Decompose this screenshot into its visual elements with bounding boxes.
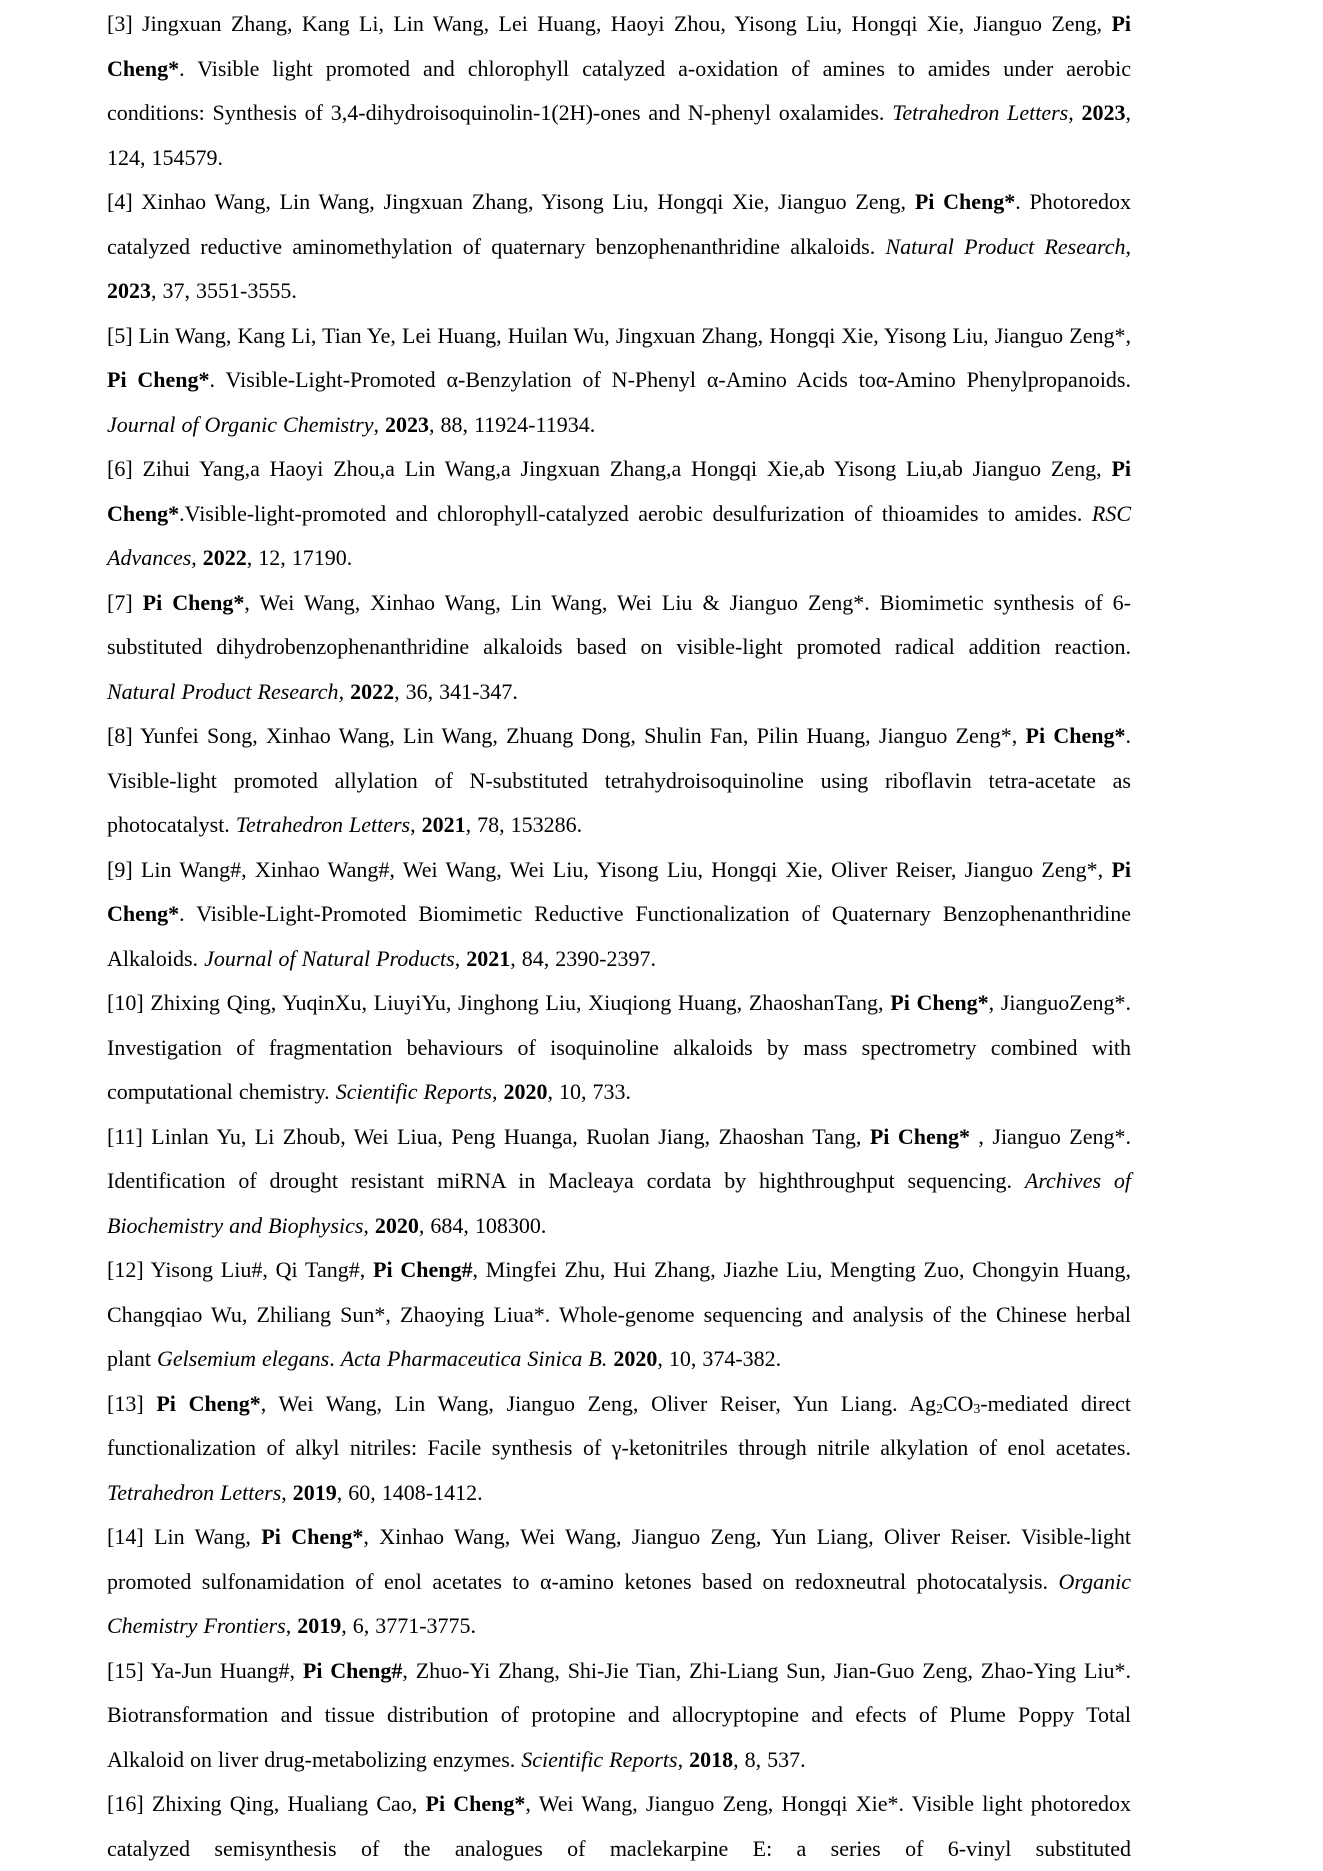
ref-number: [5] (107, 322, 139, 348)
corresponding-author: Pi Cheng* (869, 1123, 970, 1149)
corresponding-author: Pi Cheng# (373, 1257, 473, 1282)
ref-number: [13] (107, 1390, 157, 1416)
journal-name: Tetrahedron Letters (892, 100, 1069, 125)
corresponding-author: Pi Cheng* (107, 11, 1131, 81)
ref-number: [11] (107, 1123, 152, 1149)
publication-year: 2022 (202, 545, 247, 570)
title: , Jianguo Zeng*. Identification of drought resistant miRNA in Macleaya cordata by highthroughput sequencing. (107, 1123, 1131, 1193)
ref-number: [4] (107, 189, 142, 214)
reference-item-7 (107, 581, 1131, 715)
reference-item-16 (107, 1782, 1131, 1871)
publication-year: 2020 (613, 1346, 658, 1371)
journal-name: Journal of Natural Products (204, 945, 455, 971)
authors: Lin Wang#, Xinhao Wang#, Wei Wang, Wei Liu, Yisong Liu, Hongqi Xie, Oliver Reiser, Jianguo Zeng*, (140, 856, 1112, 882)
separator: . (329, 1346, 341, 1371)
journal-name: Scientific Reports (521, 1746, 678, 1772)
volume-pages: , 88, 11924-11934. (429, 411, 596, 437)
corresponding-author: Pi Cheng* (1025, 723, 1126, 748)
authors-title: , Wei Wang, Lin Wang, Jianguo Zeng, Oliver Reiser, Yun Liang. Ag (260, 1390, 937, 1416)
ref-number: [12] (107, 1257, 151, 1282)
references-list (107, 2, 1323, 1871)
formula: CO (942, 1390, 974, 1416)
reference-item-5 (107, 314, 1131, 448)
authors: Zhixing Qing, YuqinXu, LiuyiYu, Jinghong Liu, Xiuqiong Huang, ZhaoshanTang, (150, 990, 891, 1015)
journal-name: Scientific Reports (335, 1079, 492, 1104)
separator: , (491, 1079, 504, 1104)
authors: Linlan Yu, Li Zhoub, Wei Liua, Peng Huanga, Ruolan Jiang, Zhaoshan Tang, (151, 1123, 870, 1149)
separator: , (363, 1212, 375, 1238)
volume-pages: , 8, 537. (733, 1746, 806, 1772)
corresponding-author: Pi Cheng* (914, 189, 1016, 214)
title: . Visible-light promoted allylation of N-substituted tetrahydroisoquinoline using riboflavin tetra-acetate as photocatalyst. (107, 723, 1131, 837)
title: . Photoredox catalyzed reductive aminomethylation of quaternary benzophenanthridine alkaloids. (107, 189, 1131, 259)
journal-name: Tetrahedron Letters (235, 812, 411, 837)
volume-pages: , 12, 17190. (246, 545, 353, 570)
ref-number: [3] (107, 11, 143, 36)
reference-item-13 (107, 1382, 1131, 1516)
journal-name: Tetrahedron Letters (107, 1479, 282, 1505)
journal-name: RSC Advances (107, 500, 1131, 570)
authors-title: , Wei Wang, Xinhao Wang, Lin Wang, Wei Liu & Jianguo Zeng*. Biomimetic synthesis of 6-substituted dihydrobenzophenanthridine alkaloids based on visible-light promoted radical addition reaction. (107, 589, 1131, 659)
reference-item-10 (107, 981, 1131, 1115)
authors: Lin Wang, Kang Li, Tian Ye, Lei Huang, Huilan Wu, Jingxuan Zhang, Hongqi Xie, Yisong Liu, Jianguo Zeng*, (138, 322, 1131, 348)
journal-name: Acta Pharmaceutica Sinica B. (340, 1346, 608, 1371)
volume-pages: , 10, 733. (547, 1079, 631, 1104)
publication-year: 2022 (350, 678, 395, 704)
corresponding-author: Pi Cheng* (890, 990, 989, 1015)
volume-pages: , 78, 153286. (465, 812, 583, 837)
publication-year: 2019 (297, 1613, 342, 1638)
authors: Lin Wang, (154, 1524, 262, 1549)
species-name: Gelsemium elegans (157, 1346, 330, 1371)
title: , Wei Wang, Jianguo Zeng, Hongqi Xie*. Visible light photoredox catalyzed semisynthesis of the analogues of maclekarpine E: a series of 6-vinyl substituted (107, 1791, 1131, 1861)
reference-item-6 (107, 447, 1131, 581)
authors: Yunfei Song, Xinhao Wang, Lin Wang, Zhuang Dong, Shulin Fan, Pilin Huang, Jianguo Zeng*, (140, 723, 1026, 748)
volume-pages: , 36, 341-347. (394, 678, 518, 704)
corresponding-author: Pi Cheng* (107, 367, 210, 392)
separator: , (1125, 233, 1131, 259)
separator: , (410, 812, 422, 837)
reference-item-9 (107, 848, 1131, 982)
publication-year: 2021 (466, 945, 511, 971)
reference-item-4 (107, 180, 1131, 314)
ref-number: [6] (107, 456, 143, 481)
volume-pages: , 10, 374-382. (657, 1346, 782, 1371)
subscript: 3 (973, 1400, 981, 1416)
separator: , (281, 1479, 293, 1505)
reference-item-15 (107, 1649, 1131, 1783)
title: , Zhuo-Yi Zhang, Shi-Jie Tian, Zhi-Liang Sun, Jian-Guo Zeng, Zhao-Ying Liu*. Biotransformation and tissue distribution of protopine and allocryptopine and efects of Plume Poppy Total Alkaloid on liver drug-metabolizing enzymes. (107, 1657, 1131, 1772)
journal-name: Natural Product Research (885, 233, 1126, 259)
corresponding-author: Pi Cheng* (107, 456, 1132, 526)
authors: Zhixing Qing, Hualiang Cao, (151, 1791, 426, 1816)
authors: Yisong Liu#, Qi Tang#, (150, 1257, 374, 1282)
reference-item-8 (107, 714, 1131, 848)
volume-pages: , 684, 108300. (418, 1212, 547, 1238)
reference-item-11 (107, 1115, 1131, 1249)
authors: Jingxuan Zhang, Kang Li, Lin Wang, Lei Huang, Haoyi Zhou, Yisong Liu, Hongqi Xie, Jianguo Zeng, (142, 11, 1112, 36)
reference-item-14 (107, 1515, 1131, 1649)
title: .Visible-light-promoted and chlorophyll-catalyzed aerobic desulfurization of thioamides to amides. (179, 500, 1092, 526)
separator: , (285, 1613, 298, 1638)
title: , Xinhao Wang, Wei Wang, Jianguo Zeng, Yun Liang, Oliver Reiser. Visible-light promoted sulfonamidation of enol acetates to α-amino ketones based on redoxneutral photocatalysis. (107, 1524, 1132, 1594)
corresponding-author: Pi Cheng# (302, 1657, 403, 1683)
separator: , (1068, 100, 1082, 125)
journal-name: Organic Chemistry Frontiers (107, 1568, 1131, 1638)
corresponding-author: Pi Cheng* (261, 1524, 364, 1549)
corresponding-author: Pi Cheng* (425, 1791, 526, 1816)
authors: Ya-Jun Huang#, (150, 1657, 303, 1683)
corresponding-author: Pi Cheng* (156, 1390, 261, 1416)
reference-item-3 (107, 2, 1131, 180)
title: , Mingfei Zhu, Hui Zhang, Jiazhe Liu, Mengting Zuo, Chongyin Huang, Changqiao Wu, Zhiliang Sun*, Zhaoying Liua*. Whole-genome sequencing and analysis of the Chinese herbal plant (107, 1257, 1131, 1371)
journal-name: Archives of Biochemistry and Biophysics (107, 1168, 1131, 1238)
ref-number: [14] (107, 1524, 155, 1549)
ref-number: [15] (107, 1657, 151, 1683)
authors: Xinhao Wang, Lin Wang, Jingxuan Zhang, Yisong Liu, Hongqi Xie, Jianguo Zeng, (141, 189, 915, 214)
ref-number: [9] (107, 856, 141, 882)
reference-item-12 (107, 1248, 1131, 1382)
title: . Visible-Light-Promoted Biomimetic Reductive Functionalization of Quaternary Benzophenanthridine Alkaloids. (107, 901, 1131, 971)
authors: Zihui Yang,a Haoyi Zhou,a Lin Wang,a Jingxuan Zhang,a Hongqi Xie,ab Yisong Liu,ab Jianguo Zeng, (142, 456, 1112, 481)
title: , JianguoZeng*. Investigation of fragmentation behaviours of isoquinoline alkaloids by mass spectrometry combined with computational chemistry. (107, 990, 1131, 1104)
publication-year: 2023 (107, 278, 151, 303)
ref-number: [10] (107, 990, 151, 1015)
title: . Visible-Light-Promoted α-Benzylation of N-Phenyl α-Amino Acids toα-Amino Phenylpropanoids. (209, 367, 1131, 392)
publication-year: 2023 (385, 411, 429, 437)
publication-year: 2021 (421, 812, 466, 837)
volume-pages: , 60, 1408-1412. (336, 1479, 483, 1505)
separator: , (373, 411, 385, 437)
publication-year: 2020 (374, 1212, 419, 1238)
publication-year: 2018 (689, 1746, 734, 1772)
ref-number: [8] (107, 723, 141, 748)
journal-name: Natural Product Research (107, 678, 339, 704)
publication-year: 2020 (503, 1079, 548, 1104)
subscript: 2 (936, 1400, 943, 1416)
volume-pages: , 84, 2390-2397. (510, 945, 657, 971)
ref-number: [7] (107, 589, 143, 615)
volume-pages: , 6, 3771-3775. (341, 1613, 477, 1638)
separator: , (191, 545, 203, 570)
corresponding-author: Pi Cheng* (107, 856, 1131, 926)
title: -mediated direct functionalization of alkyl nitriles: Facile synthesis of γ-ketonitriles through nitrile alkylation of enol acetates. (107, 1390, 1131, 1460)
title: . Visible light promoted and chlorophyll catalyzed a-oxidation of amines to amides under aerobic conditions: Synthesis of 3,4-dihydroisoquinolin-1(2H)-ones and N-phenyl oxalamides. (107, 55, 1131, 125)
volume-pages: , 124, 154579. (107, 100, 1132, 170)
separator: , (677, 1746, 690, 1772)
separator: , (338, 678, 351, 704)
publication-year: 2023 (1081, 100, 1126, 125)
ref-number: [16] (107, 1791, 152, 1816)
separator: , (454, 945, 467, 971)
publication-year: 2019 (292, 1479, 337, 1505)
corresponding-author: Pi Cheng* (142, 589, 245, 615)
journal-name: Journal of Organic Chemistry (107, 411, 374, 437)
volume-pages: , 37, 3551-3555. (151, 278, 297, 303)
